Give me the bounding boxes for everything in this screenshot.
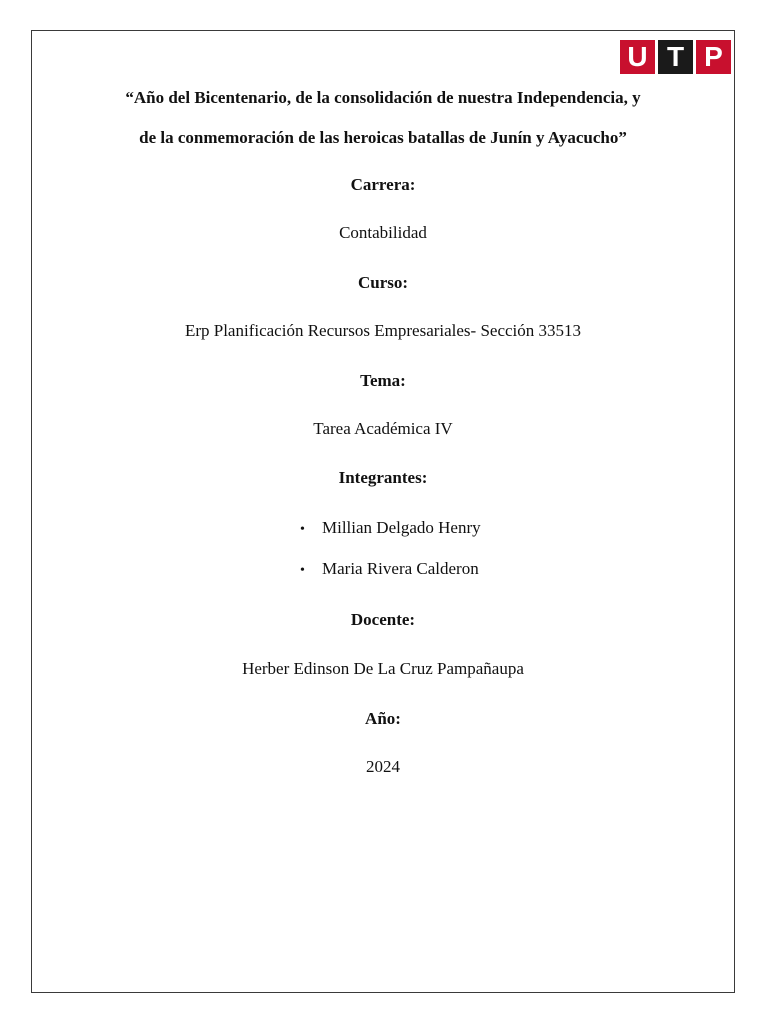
member-name: Millian Delgado Henry <box>322 518 481 537</box>
header-line-1: “Año del Bicentenario, de la consolidación de nuestra Independencia, y <box>125 88 641 107</box>
carrera-label: Carrera: <box>350 175 416 194</box>
bullet-icon: • <box>300 563 305 578</box>
logo-letter-u: U <box>620 40 655 74</box>
curso-value: Erp Planificación Recursos Empresariales- Sección 33513 <box>184 321 582 340</box>
bullet-icon: • <box>300 522 305 537</box>
tema-value: Tarea Académica IV <box>313 419 453 438</box>
tema-label: Tema: <box>360 371 406 390</box>
anio-label: Año: <box>365 709 401 728</box>
member-name: Maria Rivera Calderon <box>322 559 479 578</box>
docente-value: Herber Edinson De La Cruz Pampañaupa <box>242 659 524 678</box>
carrera-value: Contabilidad <box>339 223 427 242</box>
utp-logo <box>620 40 731 74</box>
header-line-2: de la conmemoración de las heroicas batallas de Junín y Ayacucho” <box>139 128 627 147</box>
curso-label: Curso: <box>357 273 409 292</box>
document-page <box>31 30 735 993</box>
anio-value: 2024 <box>366 757 400 776</box>
logo-letter-p: P <box>696 40 731 74</box>
logo-letter-t: T <box>658 40 693 74</box>
integrantes-label: Integrantes: <box>338 468 428 487</box>
member-item <box>300 558 479 582</box>
docente-label: Docente: <box>350 610 416 629</box>
member-item <box>300 517 481 541</box>
